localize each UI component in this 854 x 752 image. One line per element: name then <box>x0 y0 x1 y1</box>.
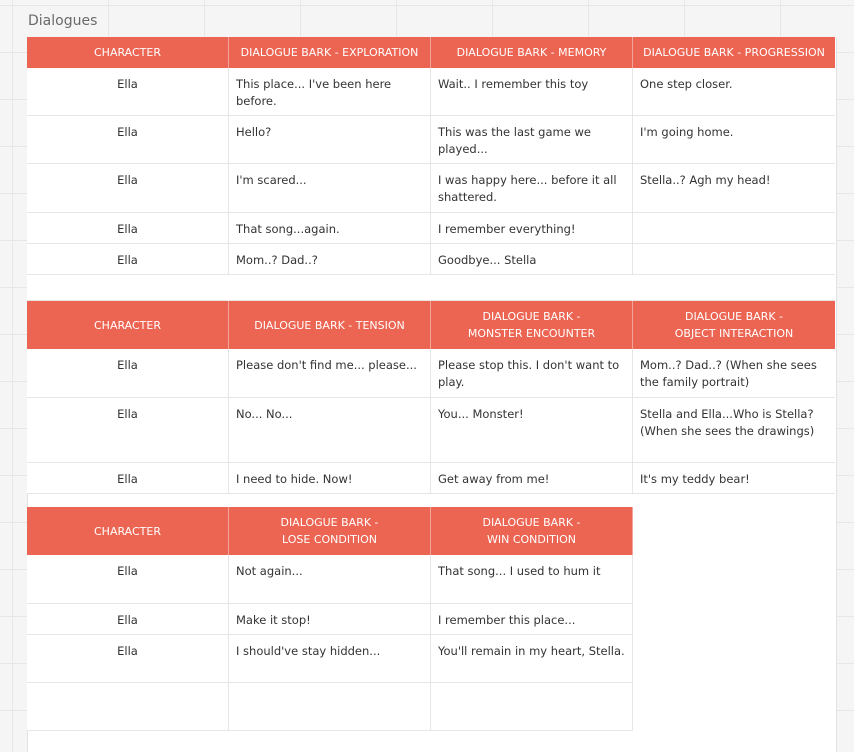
character-cell[interactable]: Ella <box>27 68 229 116</box>
column-header <box>229 37 431 68</box>
dialogue-cell[interactable]: Mom..? Dad..? (When she sees the family portrait) <box>633 349 835 398</box>
column-header-label: OBJECT INTERACTION <box>674 327 794 340</box>
dialogue-cell[interactable]: Get away from me! <box>431 463 633 494</box>
character-cell[interactable]: Ella <box>27 116 229 164</box>
character-cell[interactable]: Ella <box>27 349 229 398</box>
column-header-label: DIALOGUE BARK - TENSION <box>254 318 405 332</box>
dialogue-cell[interactable]: This was the last game we played... <box>431 116 633 164</box>
column-header <box>633 37 835 68</box>
dialogue-cell[interactable]: Hello? <box>229 116 431 164</box>
column-header-label: DIALOGUE BARK - PROGRESSION <box>643 46 825 59</box>
character-cell[interactable]: Ella <box>27 244 229 275</box>
column-header <box>633 301 835 349</box>
column-header-label: CHARACTER <box>94 524 161 538</box>
dialogue-cell[interactable]: I need to hide. Now! <box>229 463 431 494</box>
dialogue-cell[interactable]: You... Monster! <box>431 398 633 463</box>
dialogue-cell[interactable]: No... No... <box>229 398 431 463</box>
column-header-label: LOSE CONDITION <box>282 533 377 546</box>
table-tension-monster-object <box>27 301 835 494</box>
column-header-label: MONSTER ENCOUNTER <box>467 327 596 340</box>
character-cell[interactable]: Ella <box>27 463 229 494</box>
column-header-label: DIALOGUE BARK - <box>482 310 581 323</box>
dialogue-cell[interactable] <box>633 244 835 275</box>
dialogue-cell[interactable]: Mom..? Dad..? <box>229 244 431 275</box>
dialogue-cell[interactable]: Stella..? Agh my head! <box>633 164 835 213</box>
column-header-label: DIALOGUE BARK - <box>280 516 379 529</box>
column-header-label: CHARACTER <box>94 46 161 59</box>
dialogue-cell[interactable]: Goodbye... Stella <box>431 244 633 275</box>
column-header <box>229 507 431 555</box>
character-cell[interactable]: Ella <box>27 635 229 683</box>
dialogue-cell[interactable]: Not again... <box>229 555 431 604</box>
dialogue-cell[interactable]: This place... I've been here before. <box>229 68 431 116</box>
character-cell[interactable]: Ella <box>27 164 229 213</box>
dialogue-cell[interactable]: That song... I used to hum it <box>431 555 633 604</box>
column-header-label: WIN CONDITION <box>487 533 576 546</box>
column-header-label: DIALOGUE BARK - EXPLORATION <box>240 46 419 59</box>
dialogue-cell[interactable]: I remember this place... <box>431 604 633 635</box>
column-header <box>229 301 431 349</box>
dialogue-cell[interactable]: I remember everything! <box>431 213 633 244</box>
column-header <box>27 507 229 555</box>
dialogue-cell[interactable]: Make it stop! <box>229 604 431 635</box>
dialogue-cell[interactable] <box>431 683 633 731</box>
dialogue-cell[interactable]: Please stop this. I don't want to play. <box>431 349 633 398</box>
column-header <box>27 37 229 68</box>
column-header <box>431 301 633 349</box>
dialogue-cell[interactable]: It's my teddy bear! <box>633 463 835 494</box>
character-cell[interactable]: Ella <box>27 604 229 635</box>
table-spacer-row <box>27 275 835 301</box>
character-cell[interactable]: Ella <box>27 398 229 463</box>
dialogue-cell[interactable]: Please don't find me... please... <box>229 349 431 398</box>
column-header <box>431 37 633 68</box>
character-cell[interactable]: Ella <box>27 555 229 604</box>
dialogue-cell[interactable]: I'm scared... <box>229 164 431 213</box>
dialogue-cell[interactable]: I was happy here... before it all shattered. <box>431 164 633 213</box>
column-header-label: CHARACTER <box>94 318 161 332</box>
dialogue-cell[interactable]: Stella and Ella...Who is Stella? (When she sees the drawings) <box>633 398 835 463</box>
frame-title: Dialogues <box>28 13 98 29</box>
column-header-label: DIALOGUE BARK - <box>482 516 581 529</box>
column-header <box>27 301 229 349</box>
column-header-label: DIALOGUE BARK - MEMORY <box>456 46 607 59</box>
dialogue-cell[interactable]: One step closer. <box>633 68 835 116</box>
dialogue-cell[interactable]: Wait.. I remember this toy <box>431 68 633 116</box>
dialogue-cell[interactable] <box>229 683 431 731</box>
column-header-label: DIALOGUE BARK - <box>684 310 784 323</box>
character-cell[interactable]: Ella <box>27 213 229 244</box>
dialogue-cell[interactable]: You'll remain in my heart, Stella. <box>431 635 633 683</box>
dialogue-cell[interactable]: I'm going home. <box>633 116 835 164</box>
dialogue-cell[interactable]: I should've stay hidden... <box>229 635 431 683</box>
dialogue-cell[interactable] <box>633 213 835 244</box>
table-exploration-memory-progression <box>27 37 835 301</box>
column-header <box>431 507 633 555</box>
table-lose-win-condition <box>27 507 633 731</box>
dialogue-cell[interactable]: That song...again. <box>229 213 431 244</box>
character-cell[interactable] <box>27 683 229 731</box>
